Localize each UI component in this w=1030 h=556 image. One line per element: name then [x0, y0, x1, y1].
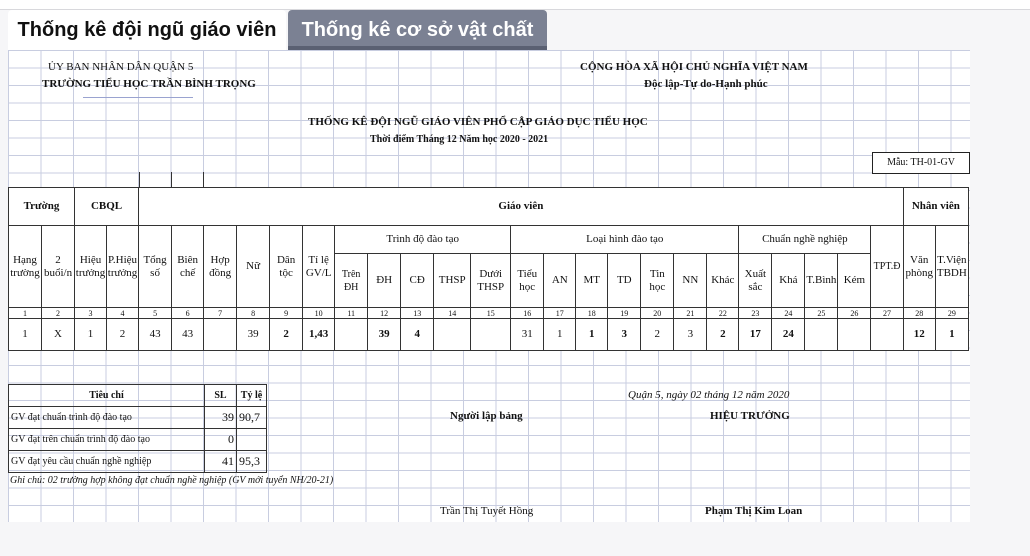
heading-left-line2: TRƯỜNG TIỂU HỌC TRẦN BÌNH TRỌNG — [42, 78, 256, 90]
cell-cd[interactable]: 4 — [401, 319, 434, 351]
col-kem: Kém — [838, 254, 871, 308]
col-tieu-hoc: Tiểu học — [511, 254, 544, 308]
criteria-row-label[interactable]: GV đạt yêu cầu chuẩn nghề nghiệp — [9, 451, 205, 473]
criteria-row-label[interactable]: GV đạt trên chuẩn trình độ đào tạo — [9, 429, 205, 451]
col-van-phong: Văn phòng — [903, 226, 935, 308]
criteria-header-ratio: Tỷ lệ — [237, 385, 267, 407]
colnum-2: 2 — [42, 308, 75, 319]
criteria-row-label[interactable]: GV đạt chuẩn trình độ đào tạo — [9, 407, 205, 429]
colnum-7: 7 — [204, 308, 237, 319]
heading-underline — [83, 97, 193, 98]
col-xuat-sac: Xuất sắc — [739, 254, 772, 308]
col-t-vien: T.Viện TBDH — [935, 226, 968, 308]
cbql-tick-3 — [203, 172, 204, 187]
colnum-1: 1 — [9, 308, 42, 319]
cell-bien-che[interactable]: 43 — [172, 319, 204, 351]
tab-thong-ke-co-so-vat-chat[interactable]: Thống kê cơ sở vật chất — [288, 10, 547, 50]
colnum-13: 13 — [401, 308, 434, 319]
criteria-header-label: Tiêu chí — [9, 385, 205, 407]
cell-tieu-hoc[interactable]: 31 — [511, 319, 544, 351]
cell-van-phong[interactable]: 12 — [903, 319, 935, 351]
col-hieu-truong: Hiệu trưởng — [75, 226, 107, 308]
colnum-10: 10 — [303, 308, 335, 319]
colnum-11: 11 — [335, 308, 368, 319]
cell-t-vien[interactable]: 1 — [935, 319, 968, 351]
cell-t-binh[interactable] — [805, 319, 838, 351]
colnum-19: 19 — [608, 308, 641, 319]
colnum-6: 6 — [172, 308, 204, 319]
cbql-tick-1 — [139, 172, 140, 187]
principal-name: Phạm Thị Kim Loan — [705, 505, 803, 517]
tab-thong-ke-doi-ngu[interactable]: Thống kê đội ngũ giáo viên — [8, 10, 286, 50]
cell-duoi-thsp[interactable] — [471, 319, 511, 351]
heading-right-line1: CỘNG HÒA XÃ HỘI CHỦ NGHĨA VIỆT NAM — [580, 61, 808, 73]
report-title: THỐNG KÊ ĐỘI NGŨ GIÁO VIÊN PHỔ CẬP GIÁO DỤC TIỂU HỌC — [308, 116, 648, 128]
col-tong-so: Tổng số — [139, 226, 172, 308]
col-dan-toc: Dân tộc — [270, 226, 303, 308]
criteria-row-sl[interactable]: 41 — [205, 451, 237, 473]
col-t-binh: T.Bình — [805, 254, 838, 308]
cell-2-buoi[interactable]: X — [42, 319, 75, 351]
cbql-tick-2 — [171, 172, 172, 187]
col-mt: MT — [576, 254, 608, 308]
col-hang-truong: Hạng trường — [9, 226, 42, 308]
criteria-row-ratio[interactable]: 90,7 — [237, 407, 267, 429]
maker-title: Người lập bảng — [450, 410, 523, 422]
colnum-16: 16 — [511, 308, 544, 319]
col-an: AN — [544, 254, 576, 308]
header-nhan-vien: Nhân viên — [903, 188, 968, 226]
header-cbql: CBQL — [75, 188, 139, 226]
colnum-25: 25 — [805, 308, 838, 319]
col-kha: Khá — [772, 254, 805, 308]
criteria-row-ratio[interactable] — [237, 429, 267, 451]
teacher-table — [8, 187, 969, 351]
principal-title: HIỆU TRƯỞNG — [710, 410, 790, 422]
colnum-27: 27 — [871, 308, 903, 319]
cell-kem[interactable] — [838, 319, 871, 351]
col-p-hieu-truong: P.Hiệu trưởng — [107, 226, 139, 308]
col-nu: Nữ — [237, 226, 270, 308]
cell-khac[interactable]: 2 — [707, 319, 739, 351]
cell-nn[interactable]: 3 — [674, 319, 707, 351]
col-khac: Khác — [707, 254, 739, 308]
window-top-bar — [0, 0, 1030, 10]
cell-tren-dh[interactable] — [335, 319, 368, 351]
colnum-12: 12 — [368, 308, 401, 319]
col-tpt: TPT.Đ — [871, 226, 903, 308]
col-dh: ĐH — [368, 254, 401, 308]
heading-left-line1: ỦY BAN NHÂN DÂN QUẬN 5 — [48, 61, 194, 73]
maker-name: Trần Thị Tuyết Hồng — [440, 505, 534, 517]
report-date: Quận 5, ngày 02 tháng 12 năm 2020 — [628, 389, 790, 401]
colnum-14: 14 — [434, 308, 471, 319]
cell-an[interactable]: 1 — [544, 319, 576, 351]
colnum-5: 5 — [139, 308, 172, 319]
subgroup-trinh-do: Trình độ đào tạo — [335, 226, 511, 254]
criteria-row-ratio[interactable]: 95,3 — [237, 451, 267, 473]
cell-tpt[interactable] — [871, 319, 903, 351]
colnum-8: 8 — [237, 308, 270, 319]
colnum-26: 26 — [838, 308, 871, 319]
cell-p-hieu-truong[interactable]: 2 — [107, 319, 139, 351]
cell-mt[interactable]: 1 — [576, 319, 608, 351]
colnum-29: 29 — [935, 308, 968, 319]
cell-xuat-sac[interactable]: 17 — [739, 319, 772, 351]
colnum-3: 3 — [75, 308, 107, 319]
colnum-23: 23 — [739, 308, 772, 319]
cell-hieu-truong[interactable]: 1 — [75, 319, 107, 351]
col-tin-hoc: Tin học — [641, 254, 674, 308]
colnum-28: 28 — [903, 308, 935, 319]
cell-thsp[interactable] — [434, 319, 471, 351]
cell-dan-toc[interactable]: 2 — [270, 319, 303, 351]
col-duoi-thsp: Dưới THSP — [471, 254, 511, 308]
colnum-21: 21 — [674, 308, 707, 319]
criteria-note: Ghi chú: 02 trường hợp không đạt chuẩn nghề nghiệp (GV mới tuyển NH/20-21) — [10, 475, 334, 486]
cell-hang-truong[interactable]: 1 — [9, 319, 42, 351]
col-nn: NN — [674, 254, 707, 308]
col-hop-dong: Hợp đồng — [204, 226, 237, 308]
cell-ti-le[interactable]: 1,43 — [303, 319, 335, 351]
report-subtitle: Thời điểm Tháng 12 Năm học 2020 - 2021 — [370, 134, 549, 145]
colnum-22: 22 — [707, 308, 739, 319]
colnum-18: 18 — [576, 308, 608, 319]
cell-kha[interactable]: 24 — [772, 319, 805, 351]
col-ti-le: Tỉ lệ GV/L — [303, 226, 335, 308]
colnum-9: 9 — [270, 308, 303, 319]
subgroup-loai-hinh: Loại hình đào tạo — [511, 226, 739, 254]
form-code: Mẫu: TH-01-GV — [872, 152, 970, 174]
col-thsp: THSP — [434, 254, 471, 308]
criteria-row-sl[interactable]: 39 — [205, 407, 237, 429]
colnum-24: 24 — [772, 308, 805, 319]
col-bien-che: Biên chế — [172, 226, 204, 308]
criteria-row-sl[interactable]: 0 — [205, 429, 237, 451]
report-sheet — [8, 50, 970, 522]
subgroup-chuan-nghe: Chuẩn nghề nghiệp — [739, 226, 871, 254]
criteria-table — [8, 384, 267, 473]
criteria-header-sl: SL — [205, 385, 237, 407]
col-td: TD — [608, 254, 641, 308]
cell-td[interactable]: 3 — [608, 319, 641, 351]
col-cd: CĐ — [401, 254, 434, 308]
header-truong: Trường — [9, 188, 75, 226]
cell-tong-so[interactable]: 43 — [139, 319, 172, 351]
colnum-4: 4 — [107, 308, 139, 319]
cell-tin-hoc[interactable]: 2 — [641, 319, 674, 351]
colnum-17: 17 — [544, 308, 576, 319]
col-2-buoi: 2 buổi/n — [42, 226, 75, 308]
col-tren-dh: Trên ĐH — [335, 254, 368, 308]
colnum-20: 20 — [641, 308, 674, 319]
heading-right-line2: Độc lập-Tự do-Hạnh phúc — [644, 78, 768, 90]
cell-nu[interactable]: 39 — [237, 319, 270, 351]
cell-dh[interactable]: 39 — [368, 319, 401, 351]
cell-hop-dong[interactable] — [204, 319, 237, 351]
colnum-15: 15 — [471, 308, 511, 319]
header-giao-vien: Giáo viên — [139, 188, 904, 226]
